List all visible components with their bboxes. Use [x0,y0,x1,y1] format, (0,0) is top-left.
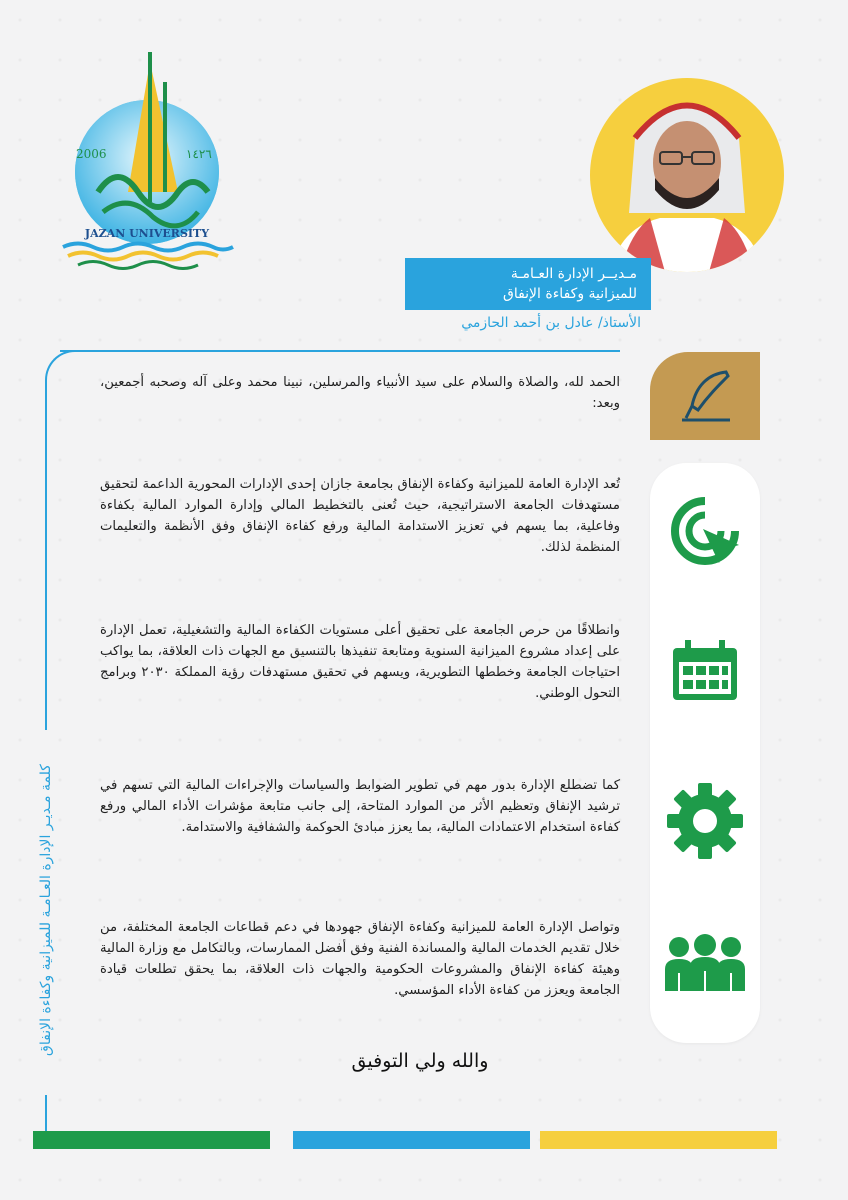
paragraph-3: كما تضطلع الإدارة بدور مهم في تطوير الضوابط والسياسات والإجراءات المالية التي تسهم في ترشيد الإنفاق وتعظيم الأثر من الموارد المتاحة، إلى جانب متابعة مؤشرات الأداء المالي ورفع كفاءة استخدام الاعتمادات المالية، بما يعزز مبادئ الحوكمة والشفافية والاستدامة. [100,778,620,835]
calendar-icon [669,638,741,704]
icon-column [650,463,760,1043]
quill-icon [678,366,734,426]
frame-top-line [60,350,620,352]
bottom-bar-blue [293,1131,530,1149]
logo-year-right: ١٤٢٦ [186,147,212,161]
quill-tile [650,352,760,440]
closing-line: والله ولي التوفيق [351,1050,489,1072]
logo-year-left: 2006 [76,147,107,161]
director-portrait [590,78,784,272]
target-cursor-icon [667,493,743,569]
paragraph-2: وانطلاقًا من حرص الجامعة على تحقيق أعلى مستويات الكفاءة المالية والتشغيلية، تعمل الإدارة على إعداد مشروع الميزانية السنوية ومتابعة تنفيذها بالتنسيق مع الجهات ذات العلاقة، بما يواكب احتياجات الجامعة وخططها التطويرية، ويسهم في تحقيق مستهدفات رؤية المملكة ٢٠٣٠ وبرامج التحول الوطني. [100,623,621,701]
vertical-caption: كلمة مـديـر الإدارة العـامـة للميزانية وكفاءة الإنفاق [38,764,54,1056]
bottom-bar-yellow [540,1131,777,1149]
director-title-box [405,258,651,310]
bottom-bar-green [33,1131,270,1149]
frame-bottom-tick [45,1095,47,1131]
gear-icon [665,781,745,861]
paragraph-greeting: الحمد لله، والصلاة والسلام على سيد الأنبياء والمرسلين، نبينا محمد وعلى آله وصحبه أجمعين، وبعد: [100,375,620,411]
jazan-university-logo [58,42,236,270]
director-title-line2: للميزانية وكفاءة الإنفاق [502,286,637,302]
paragraph-4: وتواصل الإدارة العامة للميزانية وكفاءة الإنفاق جهودها في دعم قطاعات الجامعة المختلفة، من خلال تقديم الخدمات المالية والمساندة الفنية وفق أفضل الممارسات، وبالتكامل مع وزارة المالية وهيئة كفاءة الإنفاق والمشروعات الحكومية والجهات ذات العلاقة، بما يحقق تطلعات قيادة الجامعة ويعزز من كفاءة الأداء المؤسسي. [100,920,620,998]
director-name: الأستاذ/ عادل بن أحمد الحازمي [461,315,641,331]
frame-corner [45,350,75,730]
logo-caption: JAZAN UNIVERSITY [84,227,210,240]
team-icon [663,933,747,993]
paragraph-1: تُعد الإدارة العامة للميزانية وكفاءة الإنفاق بجامعة جازان إحدى الإدارات المحورية الداعمة لتحقيق مستهدفات الجامعة الاستراتيجية، حيث تُعنى بالتخطيط المالي وإدارة الموارد المالية بكفاءة وفاعلية، بما يسهم في تعزيز الاستدامة المالية ورفع كفاءة الإنفاق وفق الأنظمة والتعليمات المنظمة لذلك. [100,477,620,555]
director-title-line1: مـديــر الإدارة العـامـة [510,266,637,282]
